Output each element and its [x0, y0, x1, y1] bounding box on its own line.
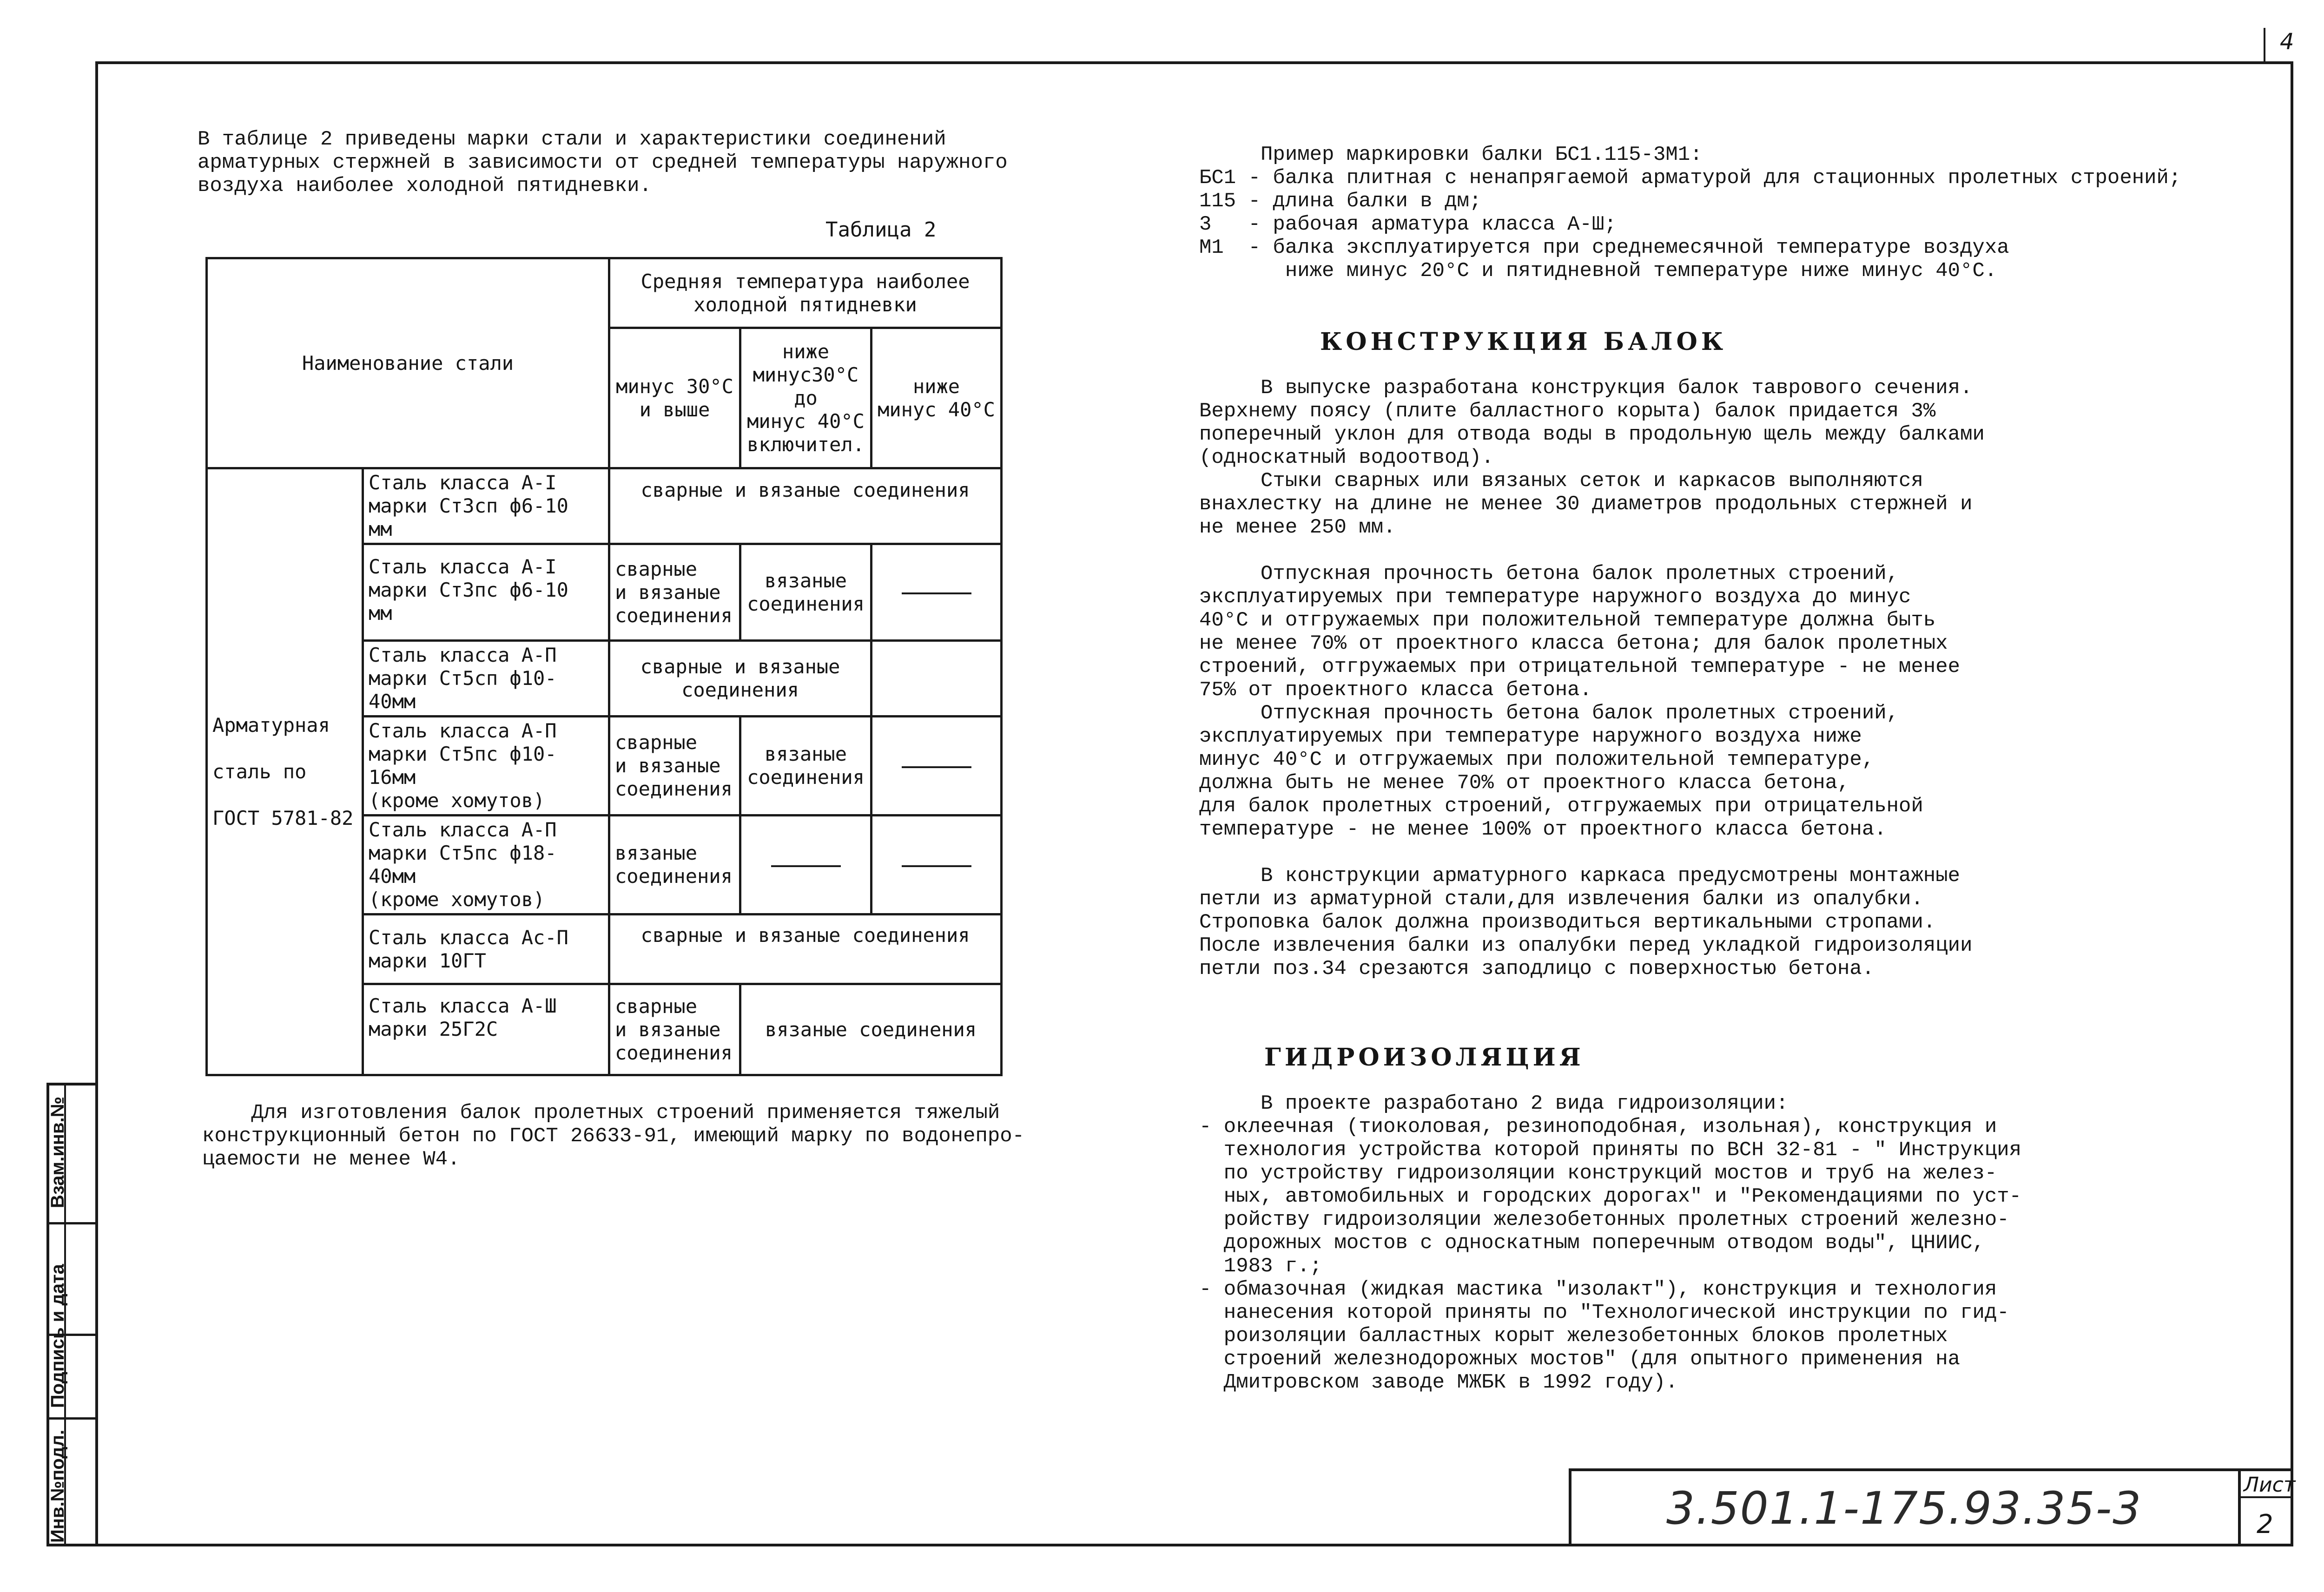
- table-caption: Таблица 2: [825, 218, 937, 242]
- approval-stamp: [46, 1083, 98, 1546]
- joint-cell-dash: [872, 717, 1002, 816]
- joint-cell: сварные и вязаные соединения: [609, 717, 740, 816]
- intro-paragraph: В таблице 2 приведены марки стали и характеристики соединений арматурных стержней в зависимости от средней температуры наружного воздуха наиболее холодной пятидневки.: [198, 128, 1008, 197]
- frame-right-line: [2291, 61, 2293, 1546]
- frame-top-line: [95, 61, 2293, 64]
- joint-cell-merged: сварные и вязаные соединения: [609, 641, 872, 717]
- joint-cell-dash: [872, 816, 1002, 914]
- joint-cell: вязаные соединения: [740, 544, 872, 641]
- sheet-number: 2: [2257, 1509, 2273, 1539]
- joint-cell-dash: [872, 544, 1002, 641]
- group-label-cell: [207, 468, 363, 1075]
- construction-paragraph: В выпуске разработана конструкция балок таврового сечения. Верхнему поясу (плите балластного корыта) балок придается 3% поперечный уклон для отвода воды в продольную щель между балками (односкатный водоотвод). Стыки сварных или вязаных сеток и каркасов выполняются внахлестку на длине не менее 30 диаметров продольных стержней и не менее 250 мм. Отпускная прочность бетона балок пролетных строений, эксплуатируемых при температуре наружного воздуха до минус 40°С и отгружаемых при положительной температуре должна быть не менее 70% от проектного класса бетона; для балок пролетных строений, отгружаемых при отрицательной температуре - не менее 75% от проектного класса бетона. Отпускная прочность бетона балок пролетных строений, эксплуатируемых при температуре наружного воздуха ниже минус 40°С и отгружаемых при положительной температуре, должна быть не менее 70% от проектного класса бетона, для балок пролетных строений, отгружаемых при отрицательной температуре - не менее 100% от проектного класса бетона. В конструкции арматурного каркаса предусмотрены монтажные петли из арматурной стали,для извлечения балки из опалубки. Строповка балок должна производиться вертикальными стропами. После извлечения балки из опалубки перед укладкой гидроизоляции петли поз.34 срезаются заподлицо с поверхностью бетона.: [1199, 376, 1985, 980]
- group-label-1: Арматурная: [212, 713, 330, 737]
- corner-number: 4: [2280, 29, 2294, 55]
- joint-cell-dash: [740, 816, 872, 914]
- joint-cell: вязаные соединения: [609, 816, 740, 914]
- heading-waterproofing: ГИДРОИЗОЛЯЦИЯ: [1264, 1043, 1585, 1072]
- title-block: [1569, 1468, 2296, 1546]
- col-name-header: Наименование стали: [207, 258, 609, 468]
- document-code: 3.501.1-175.93.35-3: [1666, 1482, 2142, 1534]
- sheet-label: Лист: [2244, 1473, 2296, 1497]
- steel-name-cell: Сталь класса А-Ш марки 25Г2С: [363, 984, 609, 1075]
- steel-name-cell: Сталь класса А-I марки Ст3пс ф6-10 мм: [363, 544, 609, 641]
- group-label-2: сталь по: [212, 760, 307, 783]
- marking-example: Пример маркировки балки БС1.115-3М1: БС1 - балка плитная с ненапрягаемой арматурой для стационных пролетных строений; 115 - длина балки в дм; 3 - рабочая арматура класса А-Ш; М1 - балка эксплуатируется при среднемесячной температуре воздуха ниже минус 20°С и пятидневной температуре ниже минус 40°С.: [1199, 143, 2181, 283]
- temp-col-2: ниже минус30°С до минус 40°С включител.: [740, 328, 872, 468]
- steel-name-cell: Сталь класса А-П марки Ст5пс ф10-16мм (кроме хомутов): [363, 717, 609, 816]
- group-label-3: ГОСТ 5781-82: [212, 806, 354, 829]
- replace-inventory-label: Взам.инв.№: [47, 1096, 68, 1208]
- joint-cell: сварные и вязаные соединения: [609, 984, 740, 1075]
- joint-cell-merged: вязаные соединения: [740, 984, 1002, 1075]
- joint-cell: сварные и вязаные соединения: [609, 544, 740, 641]
- waterproofing-paragraph: В проекте разработано 2 вида гидроизоляции: - оклеечная (тиоколовая, резиноподобная, изольная), конструкция и технология устройства которой приняты по ВСН 32-81 - " Инструкция по устройству гидроизоляции конструкций мостов и труб на желез- ных, автомобильных и городских дорогах" и "Рекомендациями по уст- ройству гидроизоляции железобетонных пролетных строений железно- дорожных мостов с односкатным поперечным отводом воды", ЦНИИС, 1983 г.; - обмазочная (жидкая мастика "изолакт"), конструкция и технология нанесения которой приняты по "Технологической инструкции по гид- роизоляции балластных корыт железобетонных блоков пролетных строений железнодорожных мостов" (для опытного применения на Дмитровском заводе МЖБК в 1992 году).: [1199, 1092, 2022, 1394]
- temp-header: Средняя температура наиболее холодной пятидневки: [609, 258, 1002, 328]
- steel-table: [205, 257, 1003, 1076]
- joint-cell: вязаные соединения: [740, 717, 872, 816]
- concrete-paragraph: Для изготовления балок пролетных строений применяется тяжелый конструкционный бетон по ГОСТ 26633-91, имеющий марку по водонепро- цаемости не менее W4.: [202, 1101, 1025, 1171]
- corner-tab-line: [2264, 28, 2265, 64]
- temp-col-1: минус 30°С и выше: [609, 328, 740, 468]
- temp-col-3: ниже минус 40°С: [872, 328, 1002, 468]
- signature-date-label: Подпись и дата: [47, 1264, 68, 1408]
- steel-name-cell: Сталь класса А-I марки Ст3сп ф6-10 мм: [363, 468, 609, 544]
- steel-name-cell: Сталь класса А-П марки Ст5пс ф18-40мм (кроме хомутов): [363, 816, 609, 914]
- joint-cell-merged: сварные и вязаные соединения: [609, 914, 1002, 984]
- steel-name-cell: Сталь класса А-П марки Ст5сп ф10-40мм: [363, 641, 609, 717]
- steel-name-cell: Сталь класса Ас-П марки 10ГТ: [363, 914, 609, 984]
- heading-construction: КОНСТРУКЦИЯ БАЛОК: [1320, 328, 1727, 356]
- joint-cell-merged: сварные и вязаные соединения: [609, 468, 1002, 544]
- inventory-number-label: Инв.№подл.: [47, 1429, 68, 1543]
- empty-cell: [872, 641, 1002, 717]
